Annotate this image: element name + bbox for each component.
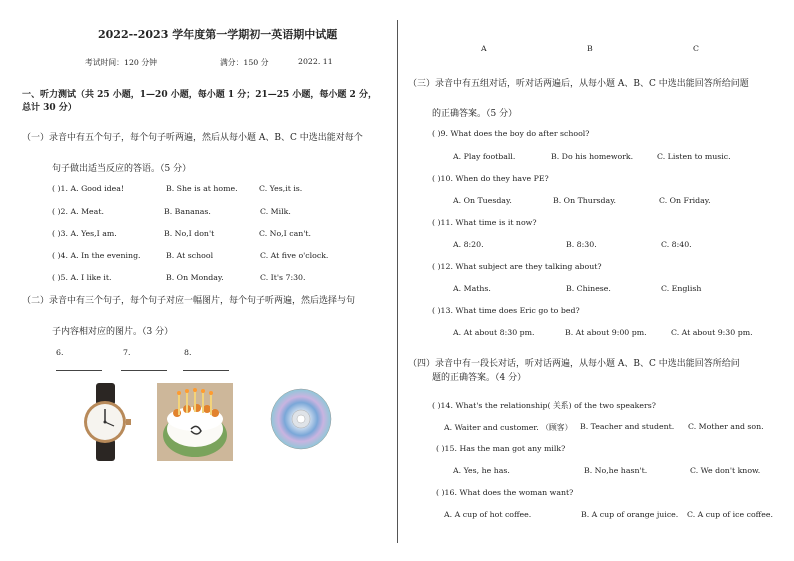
question-10-b: B. On Thursday.	[553, 196, 617, 205]
question-5-c: C. It's 7:30.	[260, 273, 306, 282]
birthday-cake-image	[157, 383, 233, 461]
section3-instruction-line2: 的正确答案。（5 分）	[432, 109, 518, 119]
cd-disc-image	[270, 388, 332, 450]
question-5-b: B. On Monday.	[166, 273, 224, 282]
full-score: 满分：150 分	[220, 58, 269, 67]
question-5-a: ( )5. A. I like it.	[52, 273, 112, 282]
question-3-c: C. No,I can't.	[259, 229, 311, 238]
section4-instruction-line1: （四）录音中有一段长对话，听对话两遍，从每小题 A、B、C 中选出能回答所给问	[408, 359, 740, 369]
question-10-c: C. On Friday.	[659, 196, 711, 205]
section3-instruction-line1: （三）录音中有五组对话，听对话两遍后，从每小题 A、B、C 中选出能回答所给问题	[408, 79, 749, 89]
question-4-b: B. At school	[166, 251, 214, 260]
image-label-b: B	[587, 44, 593, 53]
part1-heading-line2: 总计 30 分）	[22, 103, 77, 113]
picture-number-7: 7.	[123, 348, 131, 357]
section1-instruction-line1: （一）录音中有五个句子，每个句子听两遍，然后从每小题 A、B、C 中选出能对每个	[22, 133, 363, 143]
question-13-b: B. At about 9:00 pm.	[565, 328, 647, 337]
question-3-b: B. No,I don't	[164, 229, 215, 238]
question-13: ( )13. What time does Eric go to bed?	[432, 306, 580, 315]
question-9-b: B. Do his homework.	[551, 152, 634, 161]
question-16-a: A. A cup of hot coffee.	[444, 510, 532, 519]
question-13-c: C. At about 9:30 pm.	[671, 328, 753, 337]
watch-image	[78, 383, 133, 461]
answer-blank-8[interactable]	[183, 370, 229, 371]
question-4-a: ( )4. A. In the evening.	[52, 251, 141, 260]
question-2-a: ( )2. A. Meat.	[52, 207, 104, 216]
question-14-a: A. Waiter and customer. （顾客）	[444, 423, 573, 432]
column-divider	[397, 20, 398, 543]
question-9-c: C. Listen to music.	[657, 152, 731, 161]
question-1-b: B. She is at home.	[166, 184, 238, 193]
question-15-b: B. No,he hasn't.	[584, 466, 648, 475]
section2-instruction-line2: 子内容相对应的图片。（3 分）	[52, 327, 174, 337]
question-16-b: B. A cup of orange juice.	[581, 510, 679, 519]
question-15: ( )15. Has the man got any milk?	[436, 444, 566, 453]
answer-blank-7[interactable]	[121, 370, 167, 371]
section4-instruction-line2: 题的正确答案。（4 分）	[432, 373, 527, 383]
question-3-a: ( )3. A. Yes,I am.	[52, 229, 117, 238]
question-2-c: C. Milk.	[260, 207, 291, 216]
question-13-a: A. At about 8:30 pm.	[453, 328, 535, 337]
question-10-a: A. On Tuesday.	[453, 196, 512, 205]
question-14: ( )14. What's the relationship( 关系) of the two speakers?	[432, 401, 656, 410]
question-4-c: C. At five o'clock.	[260, 251, 329, 260]
image-label-a: A	[481, 44, 487, 53]
exam-date: 2022. 11	[298, 57, 333, 66]
question-15-c: C. We don't know.	[690, 466, 761, 475]
question-12-b: B. Chinese.	[566, 284, 611, 293]
part1-heading-line1: 一、听力测试（共 25 小题，1—20 小题，每小题 1 分；21—25 小题，每小题 2 分，	[22, 90, 377, 100]
answer-blank-6[interactable]	[56, 370, 102, 371]
question-16: ( )16. What does the woman want?	[436, 488, 574, 497]
question-11-b: B. 8:30.	[566, 240, 597, 249]
question-12-a: A. Maths.	[453, 284, 491, 293]
question-9-a: A. Play football.	[453, 152, 516, 161]
question-10: ( )10. When do they have PE?	[432, 174, 549, 183]
picture-number-8: 8.	[184, 348, 192, 357]
question-9: ( )9. What does the boy do after school?	[432, 129, 590, 138]
question-11-c: C. 8:40.	[661, 240, 692, 249]
exam-title: 2022--2023 学年度第一学期初一英语期中试题	[98, 28, 338, 41]
question-11-a: A. 8:20.	[453, 240, 484, 249]
question-1-c: C. Yes,it is.	[259, 184, 303, 193]
exam-time: 考试时间：120 分钟	[85, 58, 157, 67]
question-15-a: A. Yes, he has.	[453, 466, 510, 475]
section2-instruction-line1: （二）录音中有三个句子，每个句子对应一幅图片，每个句子听两遍，然后选择与句	[22, 296, 356, 306]
question-1-a: ( )1. A. Good idea!	[52, 184, 125, 193]
question-16-c: C. A cup of ice coffee.	[687, 510, 773, 519]
question-14-b: B. Teacher and student.	[580, 422, 675, 431]
question-12: ( )12. What subject are they talking about?	[432, 262, 602, 271]
question-12-c: C. English	[661, 284, 702, 293]
picture-number-6: 6.	[56, 348, 64, 357]
question-11: ( )11. What time is it now?	[432, 218, 537, 227]
question-2-b: B. Bananas.	[164, 207, 211, 216]
section1-instruction-line2: 句子做出适当反应的答语。（5 分）	[52, 164, 192, 174]
image-label-c: C	[693, 44, 699, 53]
question-14-c: C. Mother and son.	[688, 422, 764, 431]
